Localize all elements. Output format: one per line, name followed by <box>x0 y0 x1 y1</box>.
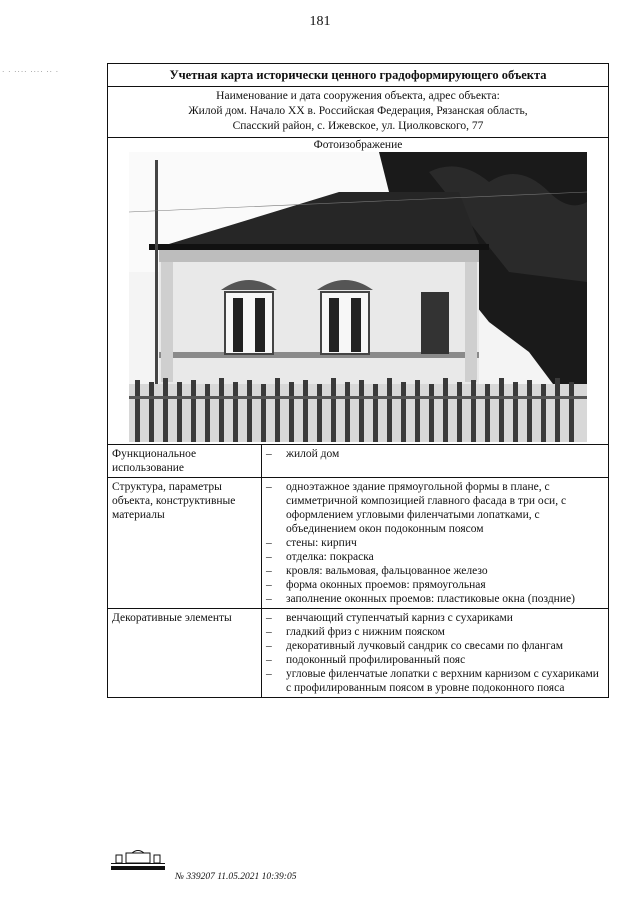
decor-item: – декоративный лучковый сандрик со свесами по флангам <box>266 639 604 653</box>
page-number: 181 <box>309 14 331 29</box>
registration-number: № 339207 11.05.2021 10:39:05 <box>175 872 297 882</box>
margin-scan-mark: · · ···· ···· ·· · <box>2 68 60 76</box>
decor-value <box>262 609 609 698</box>
address-heading: Наименование и дата сооружения объекта, адрес объекта: <box>216 90 500 102</box>
decor-item: – венчающий ступенчатый карниз с сухариками <box>266 611 604 625</box>
decor-item: – угловые филенчатые лопатки с верхним карнизом с сухариками с профилированным поясом в уровне подоконного пояса <box>266 667 604 695</box>
card-title: Учетная карта исторически ценного градоформирующего объекта <box>108 64 609 87</box>
photo-cell <box>108 138 609 445</box>
structure-item: – заполнение оконных проемов: пластиковые окна (поздние) <box>266 592 604 606</box>
photo-label: Фотоизображение <box>313 139 403 151</box>
structure-item: – одноэтажное здание прямоугольной формы в плане, с симметричной композицией главного фасада в три оси, с оформлением угловыми филенчатыми лопатками, с объединением окон подоконным поясом <box>266 480 604 536</box>
decor-label: Декоративные элементы <box>108 609 262 698</box>
function-item: – жилой дом <box>266 447 604 461</box>
house-photo <box>129 152 587 442</box>
record-card-table <box>107 63 609 698</box>
address-cell <box>108 87 609 138</box>
function-value <box>262 445 609 478</box>
decor-item: – гладкий фриз с нижним пояском <box>266 625 604 639</box>
structure-item: – стены: кирпич <box>266 536 604 550</box>
structure-item: – отделка: покраска <box>266 550 604 564</box>
address-line-2: Спасский район, с. Ижевское, ул. Циолковского, 77 <box>232 120 484 132</box>
official-stamp-icon <box>110 849 166 873</box>
structure-item: – форма оконных проемов: прямоугольная <box>266 578 604 592</box>
function-label: Функциональное использование <box>108 445 262 478</box>
address-line-1: Жилой дом. Начало XX в. Российская Федерация, Рязанская область, <box>188 105 528 117</box>
structure-item: – кровля: вальмовая, фальцованное железо <box>266 564 604 578</box>
structure-label: Структура, параметры объекта, конструктивные материалы <box>108 478 262 609</box>
structure-value <box>262 478 609 609</box>
decor-item: – подоконный профилированный пояс <box>266 653 604 667</box>
